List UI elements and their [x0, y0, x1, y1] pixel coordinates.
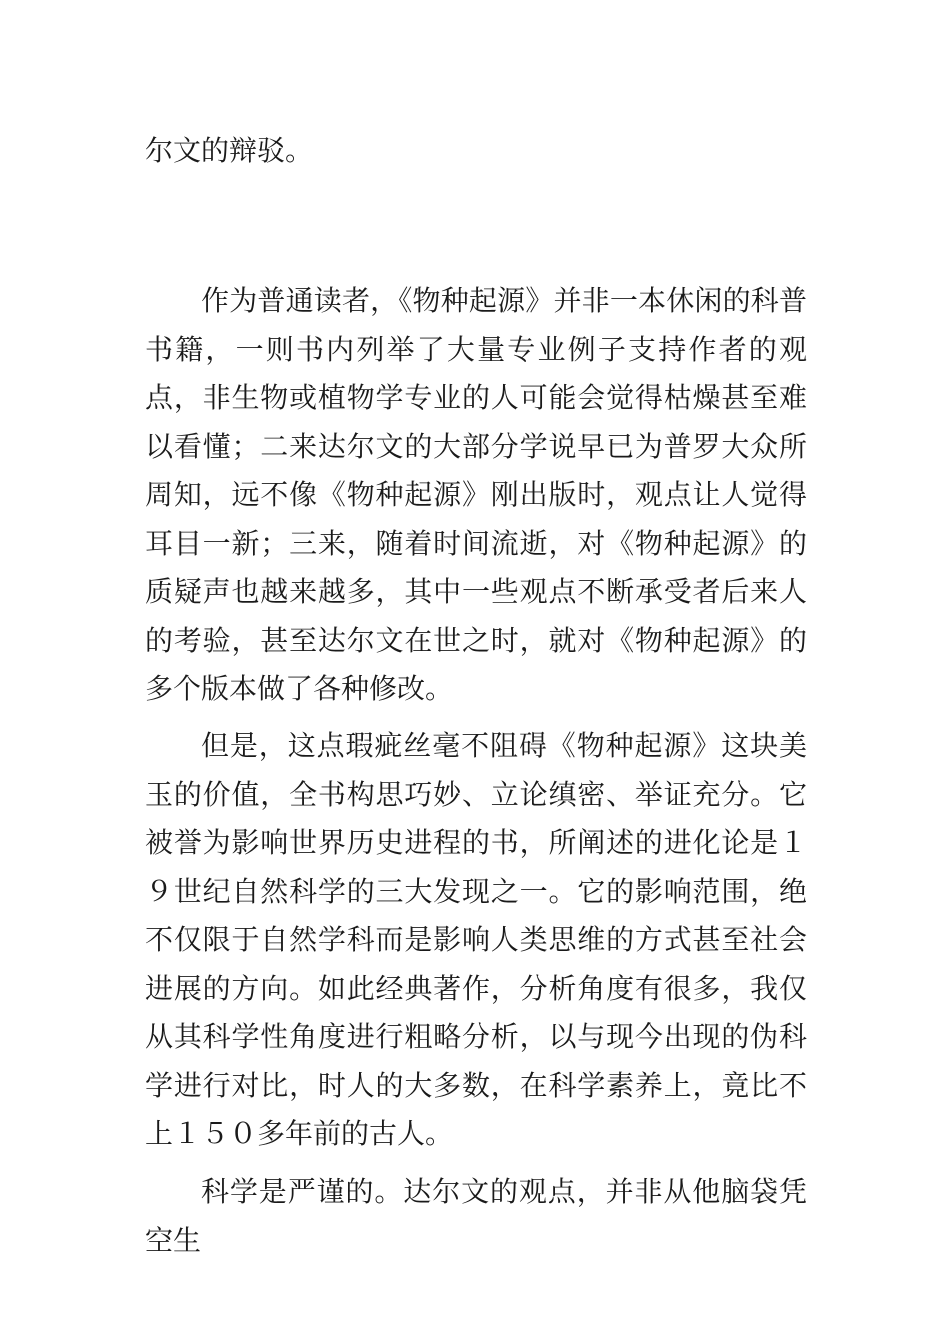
paragraph-fragment: 尔文的辩驳。: [145, 134, 314, 167]
paragraph-2: 但是，这点瑕疵丝毫不阻碍《物种起源》这块美玉的价值，全书构思巧妙、立论缜密、举证充分。它被誉为影响世界历史进程的书，所阐述的进化论是１９世纪自然科学的三大发现之一。它的影响范围，绝不仅限于自然学科而是影响人类思维的方式甚至社会进展的方向。如此经典著作，分析角度有很多，我仅从其科学性角度进行粗略分析，以与现今出现的伪科学进行对比，时人的大多数，在科学素养上，竟比不上１５０多年前的古人。: [145, 729, 807, 1150]
paragraph-3: 科学是严谨的。达尔文的观点，并非从他脑袋凭空生: [145, 1175, 807, 1257]
paragraph-1: 作为普通读者，《物种起源》并非一本休闲的科普书籍，一则书内列举了大量专业例子支持作者的观点，非生物或植物学专业的人可能会觉得枯燥甚至难以看懂；二来达尔文的大部分学说早已为普罗大众所周知，远不像《物种起源》刚出版时，观点让人觉得耳目一新；三来，随着时间流逝，对《物种起源》的质疑声也越来越多，其中一些观点不断承受者后来人的考验，甚至达尔文在世之时，就对《物种起源》的多个版本做了各种修改。: [145, 284, 807, 705]
